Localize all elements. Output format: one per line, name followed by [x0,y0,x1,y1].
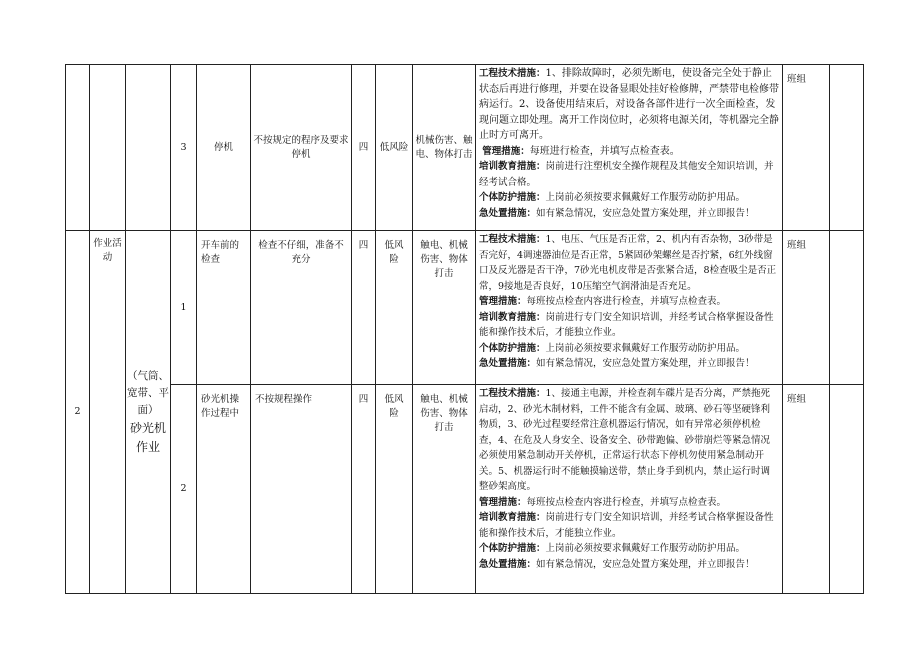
measures-cell [476,231,783,385]
hazard-cell: 不按规定的程序及要求停机 [251,65,352,231]
activity-cell [90,65,126,231]
emerg-text: 如有紧急情况，安应急处置方案处理，并立即报告！ [536,207,755,219]
group-paren: （气筒、宽带、平面） [127,369,169,416]
level-cell: 四 [352,385,376,594]
risk-cell: 低风险 [376,65,413,231]
ppe-text: 上岗前必须按要求佩戴好工作服劳动防护用品。 [545,543,746,554]
measures-cell [476,385,783,594]
emerg-label: 急处置措施： [479,358,537,369]
train-text: 岗前进行专门安全知识培训，并经考试合格掌握设备性能和操作技术后，才能独立作业。 [479,512,774,539]
train-label: 培训教育措施： [479,512,546,523]
injury-cell: 触电、机械伤害、物体打击 [413,385,476,594]
train-label: 培训教育措施： [479,161,546,172]
empty-cell [830,65,864,231]
risk-cell: 低风险 [376,231,413,385]
injury-cell: 机械伤害、触电、物体打击 [413,65,476,231]
sub-number-cell: 3 [171,65,197,231]
sub-number-cell: 1 [171,231,197,385]
eng-text: 1、接通主电源，并检查刹车碟片是否分离，严禁拖死启动，2、砂光木制材料，工件不能含有金属、玻璃、砂石等坚硬锋利物质，3、砂光过程要经常注意机器运行情况，如有异常必须停机检查，4、在危及人身安全、设备安全、砂带跑偏、砂带崩烂等紧急情况必须使用紧急制动开关停机，正常运行状态下停机勿使用紧急制动开关。5、机器运行时不能触摸输送带，禁止身手到机内，禁止运行时调整砂架高度。 [479,388,771,492]
row-number-cell: 2 [66,231,90,594]
mgmt-label: 管理措施： [479,296,527,307]
unit-cell: 班组 [783,385,830,594]
risk-control-table [65,64,864,594]
group-cell [126,65,171,231]
step-cell: 砂光机操作过程中 [197,385,251,594]
ppe-label: 个体防护措施： [479,342,546,354]
train-text: 岗前进行注塑机安全操作规程及其他安全知识培训，并经考试合格。 [479,161,774,188]
mgmt-text: 每班按点检查内容进行检查，并填写点检查表。 [526,496,727,508]
mgmt-text: 每班按点检查内容进行检查，并填写点检查表。 [526,296,727,307]
emerg-text: 如有紧急情况，安应急处置方案处理，并立即报告！ [536,558,755,570]
eng-label: 工程技术措施： [479,388,546,399]
risk-cell: 低风险 [376,385,413,594]
table-row [66,231,864,385]
level-cell: 四 [352,231,376,385]
row-number-cell [66,65,90,231]
hazard-cell: 检查不仔细，准备不充分 [251,231,352,385]
activity-cell: 作业活动 [90,231,126,594]
emerg-text: 如有紧急情况，安应急处置方案处理，并立即报告！ [536,358,755,369]
injury-cell: 触电、机械伤害、物体打击 [413,231,476,385]
emerg-label: 急处置措施： [479,558,537,570]
ppe-label: 个体防护措施： [479,543,546,554]
empty-cell [830,385,864,594]
emerg-label: 急处置措施： [479,207,537,219]
table-row [66,385,864,594]
unit-cell: 班组 [783,231,830,385]
table-row [66,65,864,231]
mgmt-label: 管理措施： [479,496,527,508]
eng-label: 工程技术措施： [479,68,546,79]
unit-cell: 班组 [783,65,830,231]
ppe-text: 上岗前必须按要求佩戴好工作服劳动防护用品。 [545,342,746,354]
step-cell: 停机 [197,65,251,231]
train-label: 培训教育措施： [479,311,546,323]
eng-text: 1、电压、气压是否正常，2、机内有否杂物，3砂带是否完好，4调速器油位是否正常，5紧固砂架螺丝是否拧紧，6红外线窗口及反光器是否干净，7砂光电机皮带是否张紧合适，8检查吸尘是否正常，9接地是否良好，10压缩空气润滑油是否充足。 [479,234,777,292]
ppe-text: 上岗前必须按要求佩戴好工作服劳动防护用品。 [545,192,746,203]
train-text: 岗前进行专门安全知识培训，并经考试合格掌握设备性能和操作技术后，才能独立作业。 [479,311,774,338]
level-cell: 四 [352,65,376,231]
sub-number-cell: 2 [171,385,197,594]
mgmt-label: 管理措施： [482,145,530,157]
empty-cell [830,231,864,385]
eng-label: 工程技术措施： [479,234,546,245]
eng-text: 1、排除故障时，必须先断电，使设备完全处于静止状态后再进行修理，并要在设备显眼处挂好检修牌，严禁带电检修带病运行。2、设备使用结束后，对设备各部件进行一次全面检查，发现问题立即处理。离开工作岗位时，必须将电源关闭，等机器完全静止时方可离开。 [479,68,779,141]
measures-cell [476,65,783,231]
hazard-cell: 不按规程操作 [251,385,352,594]
group-name: 砂光机作业 [129,420,166,454]
group-cell [126,231,171,594]
mgmt-text: 每班进行检查，并填写点检查表。 [529,145,680,157]
step-cell: 开车前的检查 [197,231,251,385]
ppe-label: 个体防护措施： [479,192,546,203]
